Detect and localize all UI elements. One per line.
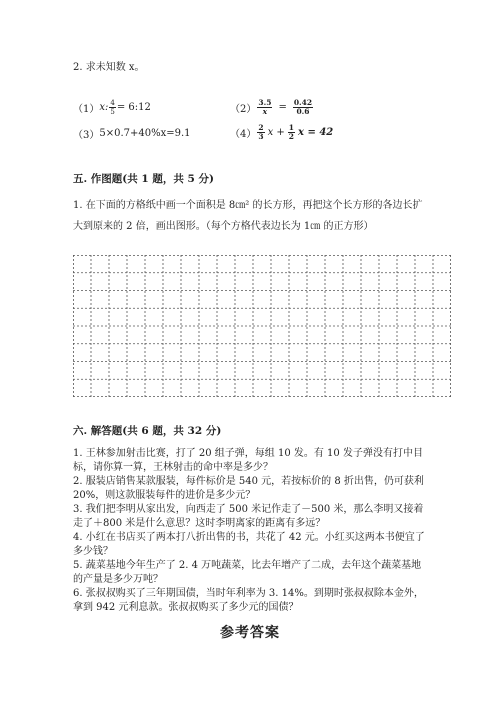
equation-2-left-fraction — [257, 99, 272, 116]
equation-2-right-fraction — [293, 99, 313, 116]
equation-1 — [73, 99, 151, 116]
equation-1-numerator: 4 — [110, 99, 115, 107]
solve-line: 1. 王林参加射击比赛，打了 20 组子弹，每组 10 发。有 10 发子弹没有打中目 — [73, 448, 423, 459]
equation-2-left-numerator: 3.5 — [258, 98, 272, 107]
solve-line: 5. 蔬菜基地今年生产了 2. 4 万吨蔬菜，比去年增产了二成，去年这个蔬菜基地 — [73, 560, 422, 571]
solve-line: 走了＋800 米是什么意思？这时李明离家的距离有多远？ — [73, 518, 326, 529]
equation-4-middle: x + — [267, 127, 285, 138]
solve-line: 3. 我们把李明从家出发，向西走了 500 米记作走了－500 米，那么李明又接着 — [73, 504, 424, 515]
equation-4-first-denominator: 3 — [258, 132, 264, 141]
equation-4-rest: x = 42 — [298, 127, 334, 138]
equation-4-first-fraction — [257, 124, 264, 141]
equation-3-text: 5×0.7+40%x=9.1 — [99, 128, 191, 139]
equation-4-label: （4） — [230, 129, 257, 140]
solve-line: 6. 张叔叔购买了三年期国债，当时年利率为 3. 14%。到期时张叔叔除本金外， — [73, 588, 424, 599]
solve-line: 20%，则这款服装每件的进价是多少元？ — [73, 490, 256, 501]
equation-1-fraction — [109, 99, 115, 116]
equation-1-label: （1） — [73, 104, 100, 115]
equation-2-right-denominator: 0.6 — [296, 107, 310, 116]
equation-2-equals: = — [278, 102, 287, 113]
solve-line: 标，请你算一算，王林射击的命中率是多少？ — [73, 462, 273, 473]
solve-line: 多少钱？ — [73, 546, 113, 557]
drawing-question-line-2: 大到原来的 2 倍，画出图形。（每个方格代表边长为 1㎝ 的正方形） — [73, 221, 374, 232]
equation-4-second-numerator: 1 — [288, 123, 295, 132]
equation-1-prefix: x: — [99, 102, 109, 113]
equation-4-first-numerator: 2 — [258, 123, 264, 132]
equation-2 — [230, 99, 314, 116]
equation-4 — [230, 124, 333, 141]
question-2-title: 2. 求未知数 x。 — [73, 62, 145, 73]
drawing-question-line-1: 1. 在下面的方格纸中画一个面积是 8㎝² 的长方形，再把这个长方形的各边长扩 — [73, 200, 423, 211]
equation-2-right-numerator: 0.42 — [293, 98, 313, 107]
equation-4-second-fraction — [288, 124, 295, 141]
equation-1-rest: = 6:12 — [116, 102, 151, 113]
solve-line: 的产量是多少万吨？ — [73, 574, 163, 585]
equation-2-label: （2） — [230, 104, 257, 115]
equation-4-second-denominator: 2 — [288, 132, 295, 141]
equation-2-left-denominator: x — [262, 107, 268, 116]
section-5-heading: 五. 作图题(共 1 题，共 5 分) — [73, 173, 214, 185]
solve-line: 2. 服装店销售某款服装，每件标价是 540 元，若按标价的 8 折出售，仍可获利 — [73, 476, 424, 487]
equation-1-denominator: 5 — [110, 108, 115, 116]
grid-paper[interactable] — [73, 255, 451, 397]
equation-3-label: （3） — [73, 130, 100, 141]
solve-line: 拿到 942 元利息款。张叔叔购买了多少元的国债？ — [73, 602, 299, 613]
solve-line: 4. 小红在书店买了两本打八折出售的书，共花了 42 元。小红买这两本书便宜了 — [73, 532, 425, 543]
section-6-heading: 六. 解答题(共 6 题，共 32 分) — [73, 425, 222, 437]
equation-3 — [73, 126, 191, 141]
answer-key-title: 参考答案 — [220, 625, 280, 641]
